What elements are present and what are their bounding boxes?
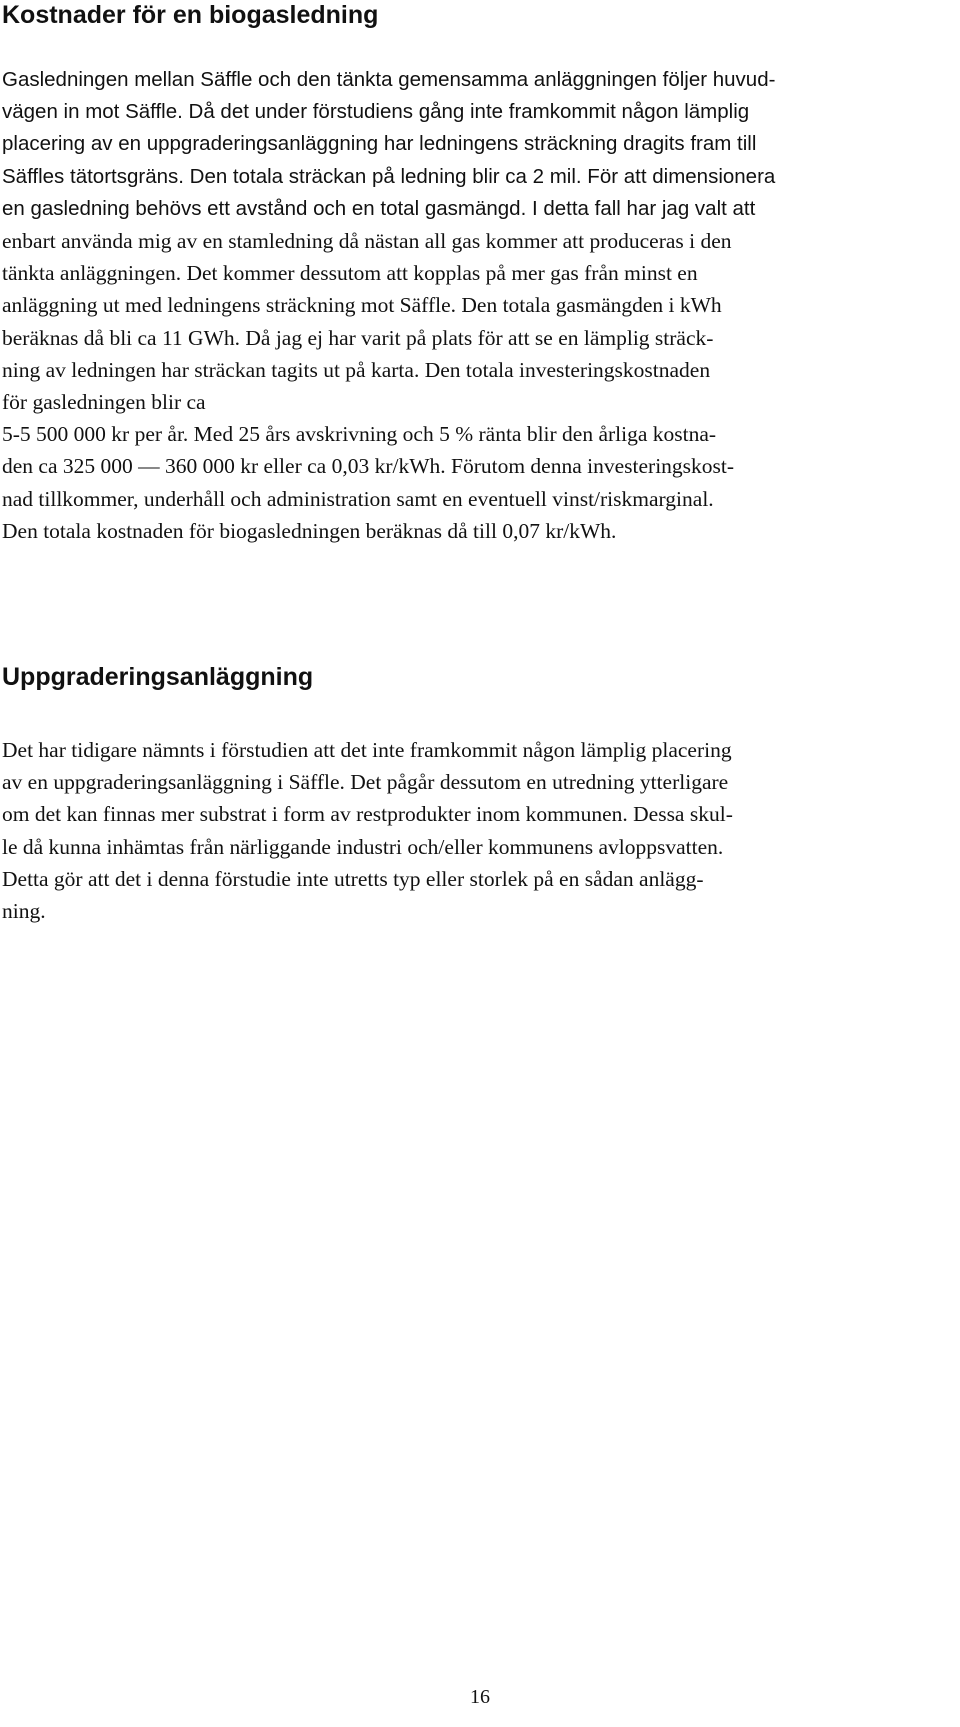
text-line: ning av ledningen har sträckan tagits ut på karta. Den totala investeringskostnaden xyxy=(2,357,711,382)
text-line: Detta gör att det i denna förstudie inte utretts typ eller storlek på en sådan anlägg- xyxy=(2,866,704,891)
text-line: den ca 325 000 — 360 000 kr eller ca 0,03 kr/kWh. Förutom denna investeringskost- xyxy=(2,454,735,479)
text-line: vägen in mot Säffle. Då det under förstudiens gång inte framkommit någon lämplig xyxy=(2,100,750,124)
paragraph-upgrading-plant xyxy=(2,734,733,927)
text-line: av en uppgraderingsanläggning i Säffle. Det pågår dessutom en utredning ytterligare xyxy=(2,770,729,795)
page-number: 16 xyxy=(470,1686,490,1708)
text-line: 5-5 500 000 kr per år. Med 25 års avskrivning och 5 % ränta blir den årliga kostna- xyxy=(2,422,717,447)
text-line: Säffles tätortsgräns. Den totala sträckan på ledning blir ca 2 mil. För att dimensionera xyxy=(2,164,776,188)
text-line: Det har tidigare nämnts i förstudien att det inte framkommit någon lämplig placering xyxy=(2,738,732,762)
text-line: nad tillkommer, underhåll och administration samt en eventuell vinst/riskmarginal. xyxy=(2,486,714,511)
text-line: Den totala kostnaden för biogasledningen beräknas då till 0,07 kr/kWh. xyxy=(2,518,617,543)
text-line: beräknas då bli ca 11 GWh. Då jag ej har varit på plats för att se en lämplig sträck- xyxy=(2,325,714,350)
section-heading-biogas-pipeline-costs: Kostnader för en biogasledning xyxy=(2,1,379,29)
text-line: enbart använda mig av en stamledning då nästan all gas kommer att produceras i den xyxy=(2,229,732,254)
text-line: placering av en uppgraderingsanläggning har ledningens sträckning dragits fram till xyxy=(2,132,757,156)
text-line: tänkta anläggningen. Det kommer dessutom att kopplas på mer gas från minst en xyxy=(2,261,698,286)
text-line: om det kan finnas mer substrat i form av restprodukter inom kommunen. Dessa skul- xyxy=(2,802,733,827)
section-heading-upgrading-plant: Uppgraderingsanläggning xyxy=(2,663,314,691)
paragraph-biogas-pipeline-costs xyxy=(2,64,775,547)
text-line: anläggning ut med ledningens sträckning mot Säffle. Den totala gasmängden i kWh xyxy=(2,293,722,318)
text-line: Gasledningen mellan Säffle och den tänkta gemensamma anläggningen följer huvud- xyxy=(2,68,776,91)
text-line: ning. xyxy=(2,899,46,924)
text-line: för gasledningen blir ca xyxy=(2,390,206,415)
text-line: en gasledning behövs ett avstånd och en total gasmängd. I detta fall har jag valt att xyxy=(2,196,756,220)
text-line: le då kunna inhämtas från närliggande industri och/eller kommunens avloppsvatten. xyxy=(2,834,724,859)
